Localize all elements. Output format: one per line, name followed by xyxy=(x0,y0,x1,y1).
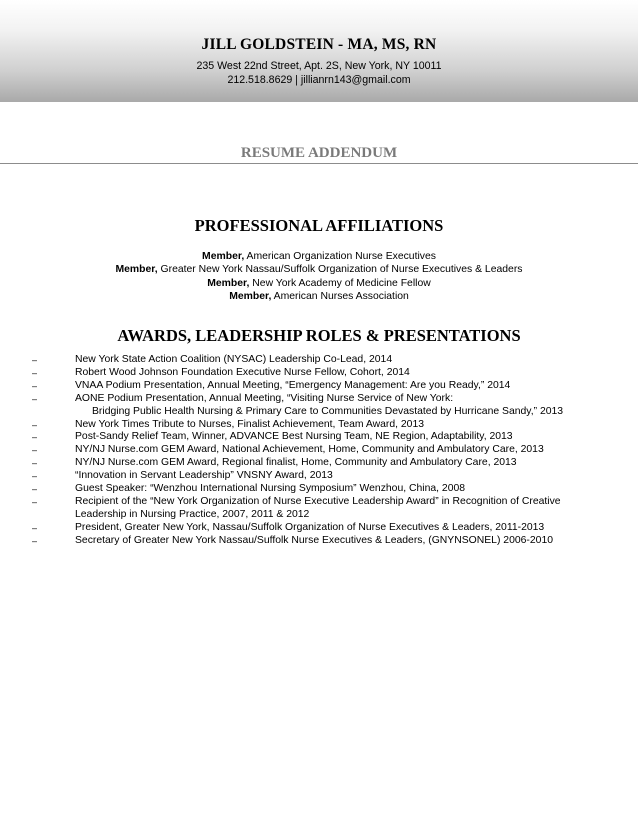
affiliation-item xyxy=(0,250,638,263)
dash-bullet-icon: – xyxy=(32,535,38,546)
award-text: President, Greater New York, Nassau/Suffolk Organization of Nurse Executives & Leaders, 2011-2013 xyxy=(75,521,545,533)
candidate-name: JILL GOLDSTEIN - MA, MS, RN xyxy=(201,36,437,53)
dash-bullet-icon: – xyxy=(32,445,38,456)
award-item xyxy=(32,457,612,470)
affiliation-role: Member, xyxy=(207,277,250,289)
affiliation-role: Member, xyxy=(229,290,272,302)
affiliation-role: Member, xyxy=(115,264,158,276)
award-item xyxy=(32,419,612,432)
affiliation-org: Greater New York Nassau/Suffolk Organization of Nurse Executives & Leaders xyxy=(160,264,523,276)
award-item xyxy=(32,444,612,457)
header-banner xyxy=(0,0,638,102)
award-item xyxy=(32,431,612,444)
awards-list xyxy=(32,354,612,548)
dash-bullet-icon: – xyxy=(32,419,38,430)
dash-bullet-icon: – xyxy=(32,432,38,443)
award-text: VNAA Podium Presentation, Annual Meeting, “Emergency Management: Are you Ready,” 2014 xyxy=(75,379,511,391)
award-text: New York Times Tribute to Nurses, Finalist Achievement, Team Award, 2013 xyxy=(75,418,425,430)
dash-bullet-icon: – xyxy=(32,380,38,391)
affiliations-list xyxy=(0,250,638,303)
affiliation-org: American Nurses Association xyxy=(273,290,409,302)
award-item xyxy=(32,367,612,380)
affiliation-org: American Organization Nurse Executives xyxy=(246,251,436,262)
award-item xyxy=(32,354,612,367)
award-text: AONE Podium Presentation, Annual Meeting, “Visiting Nurse Service of New York: xyxy=(75,392,454,404)
affiliation-item xyxy=(0,277,638,290)
dash-bullet-icon: – xyxy=(32,471,38,482)
award-continuation: Bridging Public Health Nursing & Primary Care to Communities Devastated by Hurricane Sandy,” 2013 xyxy=(92,405,564,417)
award-text: New York State Action Coalition (NYSAC) Leadership Co-Lead, 2014 xyxy=(75,354,393,365)
award-item xyxy=(32,380,612,393)
dash-bullet-icon: – xyxy=(32,355,38,365)
award-item xyxy=(32,470,612,483)
award-text: Guest Speaker: “Wenzhou International Nursing Symposium” Wenzhou, China, 2008 xyxy=(75,483,466,495)
dash-bullet-icon: – xyxy=(32,458,38,469)
award-item xyxy=(32,393,612,419)
affiliations-heading: PROFESSIONAL AFFILIATIONS xyxy=(194,216,444,235)
awards-heading: AWARDS, LEADERSHIP ROLES & PRESENTATIONS xyxy=(117,326,521,345)
award-text: Robert Wood Johnson Foundation Executive Nurse Fellow, Cohort, 2014 xyxy=(75,366,410,378)
contact-line: 212.518.8629 | jillianrn143@gmail.com xyxy=(227,74,411,86)
address-line: 235 West 22nd Street, Apt. 2S, New York, NY 10011 xyxy=(196,60,442,72)
award-item xyxy=(32,522,612,535)
affiliation-org: New York Academy of Medicine Fellow xyxy=(252,277,431,289)
award-text: “Innovation in Servant Leadership” VNSNY Award, 2013 xyxy=(75,470,333,482)
award-text: Secretary of Greater New York Nassau/Suffolk Nurse Executives & Leaders, (GNYNSONEL) 2006-2010 xyxy=(75,534,553,546)
dash-bullet-icon: – xyxy=(32,393,38,404)
award-text: Post-Sandy Relief Team, Winner, ADVANCE Best Nursing Team, NE Region, Adaptability, 2013 xyxy=(75,431,513,443)
title-divider xyxy=(0,163,638,164)
dash-bullet-icon: – xyxy=(32,496,38,507)
award-item xyxy=(32,483,612,496)
affiliation-item xyxy=(0,290,638,303)
award-item xyxy=(32,535,612,548)
award-text: NY/NJ Nurse.com GEM Award, Regional finalist, Home, Community and Ambulatory Care, 2013 xyxy=(75,457,517,469)
affiliation-item xyxy=(0,263,638,276)
dash-bullet-icon: – xyxy=(32,484,38,495)
award-text: Recipient of the “New York Organization of Nurse Executive Leadership Award” in Recognition of Creative Leadership in Nursing Practice, 2007, 2011 & 2012 xyxy=(75,495,561,520)
award-text: NY/NJ Nurse.com GEM Award, National Achievement, Home, Community and Ambulatory Care, 2013 xyxy=(75,444,544,456)
award-item xyxy=(32,496,612,522)
affiliation-role: Member, xyxy=(202,251,245,262)
dash-bullet-icon: – xyxy=(32,522,38,533)
document-title: RESUME ADDENDUM xyxy=(240,145,398,161)
dash-bullet-icon: – xyxy=(32,367,38,378)
